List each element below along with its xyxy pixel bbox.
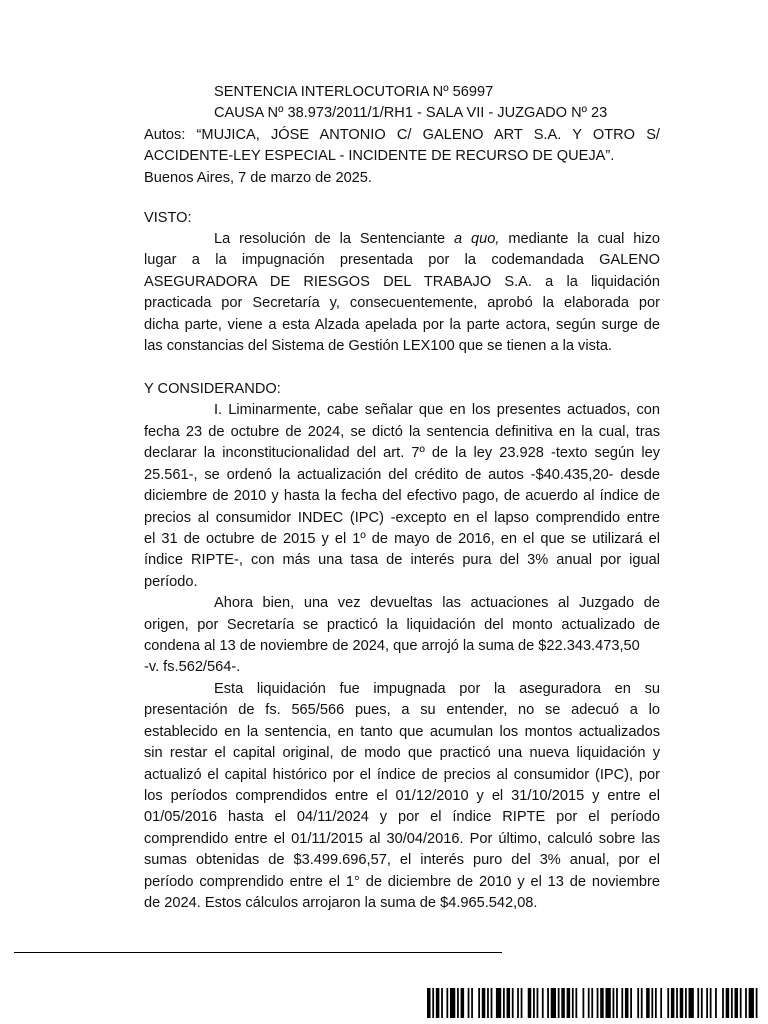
barcode-bar (461, 988, 465, 1018)
visto-line-2: lugar a la impugnación presentada por la codemandada GALENO (144, 252, 660, 269)
p1-line-4: 25.561-, se ordenó la actualización del crédito de autos -$40.435,20- desde (144, 466, 660, 483)
barcode-bar (542, 988, 544, 1018)
p1-line-2: fecha 23 de octubre de 2024, se dictó la sentencia definitiva en la cual, tras (144, 423, 660, 440)
barcode-bar (697, 988, 699, 1018)
p3-line-9: sumas obtenidas de $3.499.696,57, el interés puro del 3% anual, por el (144, 852, 660, 869)
barcode-bar (646, 988, 650, 1018)
barcode-bar (621, 988, 623, 1018)
p2-line-4: -v. fs.562/564-. (144, 659, 241, 676)
barcode-bar (547, 988, 549, 1018)
barcode-bar (630, 988, 632, 1018)
barcode-bar (512, 988, 514, 1018)
barcode-bar (533, 988, 535, 1018)
barcode-bar (471, 988, 473, 1018)
barcode-bar (427, 988, 431, 1018)
barcode-bar (597, 988, 599, 1018)
barcode-bar (701, 988, 703, 1018)
p1-line-3: declarar la inconstitucionalidad del art. 7º de la ley 23.928 -texto según ley (144, 445, 660, 462)
p3-line-8: comprendido entre el 01/11/2015 al 30/04/2016. Por último, calculó sobre las (144, 830, 660, 847)
visto-line-1 (214, 228, 660, 250)
barcode-bar (722, 988, 724, 1018)
p3-line-2: presentación de fs. 565/566 pues, a su entender, no se adecuó a lo (144, 702, 660, 719)
visto-line-3: ASEGURADORA DE RIESGOS DEL TRABAJO S.A. a la liquidación (144, 273, 660, 290)
barcode-bar (667, 988, 669, 1018)
visto-italic-a-quo: a quo, (454, 231, 500, 247)
barcode-bar (726, 988, 730, 1018)
barcode-bar (685, 988, 687, 1018)
barcode-bar (521, 988, 523, 1018)
barcode-bar (651, 988, 653, 1018)
visto-line-6: las constancias del Sistema de Gestión LEX100 que se tienen a la vista. (144, 338, 613, 355)
barcode-bar (734, 988, 738, 1018)
barcode-bar (537, 988, 539, 1018)
p2-line-3: condena al 13 de noviembre de 2024, que arrojó la suma de $22.343.473,50 (144, 638, 640, 654)
barcode-bar (591, 988, 593, 1018)
visto-line-1-start: La resolución de la Sentenciante (214, 231, 446, 247)
p3-line-4: sin restar el capital original, de modo que practicó una nueva liquidación y (144, 745, 660, 762)
p3-line-10: período comprendido entre el 1° de diciembre de 2010 y el 13 de noviembre (144, 873, 660, 890)
barcode-bar (496, 988, 501, 1018)
barcode-bar (706, 988, 708, 1018)
p1-line-5: diciembre de 2010 y hasta la fecha del efectivo pago, de acuerdo al índice de (144, 488, 660, 504)
barcode-bar (616, 988, 618, 1018)
barcode-bar (507, 988, 511, 1018)
barcode (427, 988, 761, 1018)
document-date: Buenos Aires, 7 de marzo de 2025. (144, 169, 372, 186)
barcode-bar (572, 988, 574, 1018)
barcode-bar (600, 988, 604, 1018)
p1-line-1: I. Liminarmente, cabe señalar que en los presentes actuados, con (214, 402, 660, 419)
barcode-bar (676, 988, 678, 1018)
barcode-bar (517, 988, 519, 1018)
visto-line-1-end: mediante la cual hizo (508, 231, 661, 247)
barcode-bar (503, 988, 505, 1018)
p1-line-7: el 31 de octubre de 2015 y el 1º de mayo de 2016, en el que se utilizará el (144, 530, 660, 547)
barcode-bar (740, 988, 742, 1018)
p2-line-1: Ahora bien, una vez devueltas las actuaciones al Juzgado de (214, 595, 660, 612)
p3-line-11: de 2024. Estos cálculos arrojaron la suma de $4.965.542,08. (144, 895, 538, 911)
barcode-bar (625, 988, 629, 1018)
p1-line-6: precios al consumidor INDEC (IPC) -excepto en el lapso comprendido entre (144, 509, 660, 526)
barcode-bar (482, 988, 486, 1018)
barcode-bar (671, 988, 675, 1018)
barcode-bar (441, 988, 443, 1018)
barcode-bar (613, 988, 615, 1018)
barcode-bar (637, 988, 639, 1018)
barcode-bar (561, 988, 565, 1018)
p1-line-9: período. (144, 573, 198, 590)
p3-line-5: actualizó el capital histórico por el índice de precios al consumidor (IPC), por (144, 766, 660, 783)
barcode-bar (749, 988, 754, 1018)
barcode-bar (478, 988, 480, 1018)
p3-line-7: 01/05/2016 hasta el 04/11/2024 y por el índice RIPTE por el período (144, 809, 660, 826)
barcode-bar (710, 988, 712, 1018)
barcode-bar (575, 988, 577, 1018)
barcode-bar (567, 988, 571, 1018)
case-caption-line-1: Autos: “MUJICA, JÓSE ANTONIO C/ GALENO ART S.A. Y OTRO S/ (144, 126, 660, 143)
barcode-bar (715, 988, 717, 1018)
barcode-bar (491, 988, 493, 1018)
barcode-bar (731, 988, 733, 1018)
p3-line-1: Esta liquidación fue impugnada por la aseguradora en su (214, 680, 660, 697)
barcode-bar (605, 988, 610, 1018)
barcode-bar (655, 988, 657, 1018)
barcode-bar (468, 988, 470, 1018)
p1-line-8: índice RIPTE-, con más una tasa de interés pura del 3% anual por igual (144, 552, 660, 569)
barcode-bar (457, 988, 459, 1018)
p3-line-6: los períodos comprendidos entre el 01/12/2010 y el 31/10/2015 y entre el (144, 787, 660, 804)
p2-line-2: origen, por Secretaría se practicó la liquidación del monto actualizado de (144, 616, 660, 633)
barcode-bar (446, 988, 448, 1018)
barcode-bar (689, 988, 694, 1018)
barcode-bar (641, 988, 643, 1018)
barcode-bar (558, 988, 560, 1018)
visto-line-4: practicada por Secretaría y, consecuentemente, aprobó la elaborada por (144, 295, 660, 312)
barcode-bar (756, 988, 758, 1018)
considerando-heading: Y CONSIDERANDO: (144, 380, 281, 397)
p3-line-3: establecido en la sentencia, en tanto que acumulan los montos actualizados (144, 723, 660, 740)
barcode-bar (551, 988, 556, 1018)
barcode-bar (680, 988, 684, 1018)
barcode-bar (432, 988, 434, 1018)
case-caption-line-2: ACCIDENTE-LEY ESPECIAL - INCIDENTE DE RECURSO DE QUEJA”. (144, 148, 615, 165)
barcode-bar (583, 988, 585, 1018)
visto-line-5: dicha parte, viene a esta Alzada apelada por la parte actora, según surge de (144, 316, 660, 333)
barcode-bar (660, 988, 662, 1018)
visto-heading: VISTO: (144, 209, 192, 226)
barcode-bar (436, 988, 440, 1018)
barcode-bar (745, 988, 747, 1018)
barcode-bar (588, 988, 590, 1018)
sentence-title: SENTENCIA INTERLOCUTORIA Nº 56997 (214, 84, 494, 100)
barcode-bar (487, 988, 489, 1018)
case-number: CAUSA Nº 38.973/2011/1/RH1 - SALA VII - JUZGADO Nº 23 (214, 105, 608, 122)
barcode-bar (450, 988, 455, 1018)
barcode-bar (528, 988, 532, 1018)
footer-rule (14, 952, 502, 953)
